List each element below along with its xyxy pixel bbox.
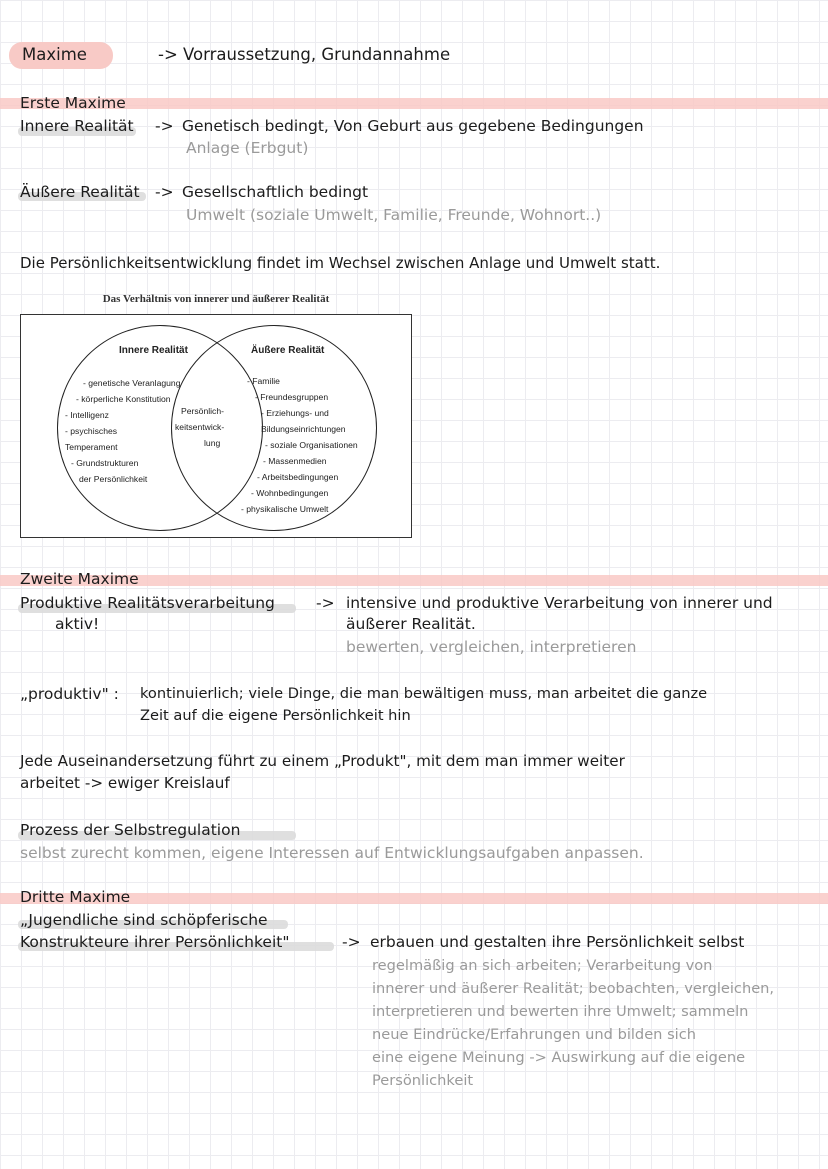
figure-title: Das Verhältnis von innerer und äußerer Realität	[102, 293, 330, 305]
erste-heading: Erste Maxime	[20, 94, 126, 112]
maxime-definition: -> Vorraussetzung, Grundannahme	[158, 45, 451, 64]
maxime-title: Maxime	[22, 45, 87, 64]
list-item: - Intelligenz	[65, 410, 109, 420]
innere-arrow: ->	[155, 117, 174, 135]
list-item: - genetische Veranlagung	[83, 378, 181, 388]
prozess-note: selbst zurecht kommen, eigene Interessen auf Entwicklungsaufgaben anpassen.	[20, 844, 644, 862]
list-item: - Massenmedien	[263, 456, 327, 466]
innere-label: Innere Realität	[20, 117, 134, 135]
list-item: innerer und äußerer Realität; beobachten, vergleichen,	[372, 980, 775, 997]
list-item: - Arbeitsbedingungen	[257, 472, 339, 482]
list-item: der Persönlichkeit	[79, 474, 148, 484]
jede-text-1: Jede Auseinandersetzung führt zu einem „Produkt", mit dem man immer weiter	[20, 752, 625, 770]
dritte-quote-2: Konstrukteure ihrer Persönlichkeit"	[20, 933, 290, 951]
zweite-note: bewerten, vergleichen, interpretieren	[346, 638, 637, 656]
produktiv-text-2: Zeit auf die eigene Persönlichkeit hin	[140, 707, 411, 724]
zweite-text-1: intensive und produktive Verarbeitung von innerer und	[346, 594, 773, 612]
produktiv-text-1: kontinuierlich; viele Dinge, die man bewältigen muss, man arbeitet die ganze	[140, 685, 708, 702]
list-item: - Familie	[247, 376, 280, 386]
list-item: Bildungseinrichtungen	[261, 424, 346, 434]
list-item: lung	[204, 438, 221, 448]
aeussere-note: Umwelt (soziale Umwelt, Familie, Freunde, Wohnort..)	[186, 206, 602, 224]
aeussere-arrow: ->	[155, 183, 174, 201]
dritte-quote-1: „Jugendliche sind schöpferische	[20, 911, 268, 929]
list-item: - soziale Organisationen	[265, 440, 358, 450]
dritte-text: erbauen und gestalten ihre Persönlichkeit selbst	[370, 933, 745, 951]
produktiv-label: „produktiv" :	[20, 685, 119, 703]
list-item: - körperliche Konstitution	[76, 394, 171, 404]
list-item: - Erziehungs- und	[261, 408, 329, 418]
prozess-heading: Prozess der Selbstregulation	[20, 821, 241, 839]
zweite-heading: Zweite Maxime	[20, 570, 139, 588]
zweite-text-2: äußerer Realität.	[346, 615, 476, 633]
list-item: keitsentwick-	[175, 422, 225, 432]
zweite-label: Produktive Realitätsverarbeitung	[20, 594, 275, 612]
list-item: - physikalische Umwelt	[241, 504, 329, 514]
list-item: - psychisches	[65, 426, 118, 436]
list-item: Persönlichkeit	[372, 1072, 474, 1089]
aeussere-label: Äußere Realität	[20, 183, 140, 201]
list-item: regelmäßig an sich arbeiten; Verarbeitung von	[372, 957, 713, 974]
list-item: neue Eindrücke/Erfahrungen und bilden sich	[372, 1026, 696, 1043]
list-item: - Grundstrukturen	[71, 458, 139, 468]
innere-text: Genetisch bedingt, Von Geburt aus gegebene Bedingungen	[182, 117, 644, 135]
jede-text-2: arbeitet -> ewiger Kreislauf	[20, 774, 230, 792]
list-item: - Freundesgruppen	[255, 392, 329, 402]
zweite-arrow: ->	[316, 594, 335, 612]
aeussere-text: Gesellschaftlich bedingt	[182, 183, 369, 201]
erste-summary: Die Persönlichkeitsentwicklung findet im Wechsel zwischen Anlage und Umwelt statt.	[20, 254, 661, 272]
list-item: interpretieren und bewerten ihre Umwelt; sammeln	[372, 1003, 749, 1020]
dritte-arrow: ->	[342, 933, 361, 951]
venn-diagram	[20, 314, 412, 538]
list-item: eine eigene Meinung -> Auswirkung auf die eigene	[372, 1049, 746, 1066]
zweite-label-aktiv: aktiv!	[55, 615, 100, 633]
dritte-heading: Dritte Maxime	[20, 888, 131, 906]
list-item: - Wohnbedingungen	[251, 488, 329, 498]
list-item: Temperament	[65, 442, 118, 452]
innere-note: Anlage (Erbgut)	[186, 139, 309, 157]
outer-reality-heading: Äußere Realität	[251, 345, 325, 356]
inner-reality-heading: Innere Realität	[119, 345, 188, 356]
list-item: Persönlich-	[181, 406, 224, 416]
